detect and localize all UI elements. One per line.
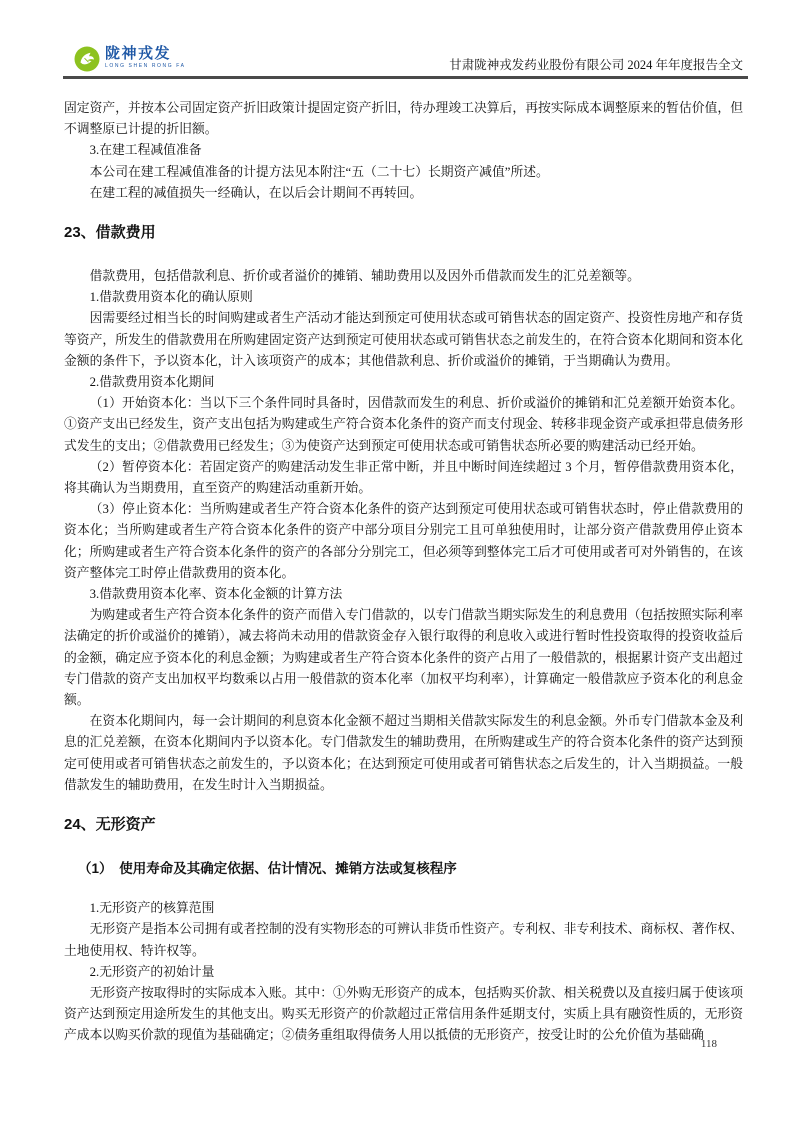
paragraph: 借款费用，包括借款利息、折价或者溢价的摊销、辅助费用以及因外币借款而发生的汇兑差额等。	[89, 269, 640, 284]
paragraph: 3.借款费用资本化率、资本化金额的计算方法	[89, 587, 343, 602]
section-heading: 23、借款费用	[64, 224, 156, 242]
paragraph: （3）停止资本化：当所购建或者生产符合资本化条件的资产达到预定可使用状态或可销售状态时，停止借款费用的资本化；当所购建或者生产符合资本化条件的资产中部分项目分别完工且可单独使用时，让部分资产借款费用停止资本化；所购建或者生产符合资本化条件的资产的各部分分别完工，但必须等到整体完工后才可使用或者可对外销售的，在该资产整体完工时停止借款费用的资本化。	[64, 502, 743, 580]
document-body	[64, 98, 743, 1047]
paragraph: 本公司在建工程减值准备的计提方法见本附注“五（二十七）长期资产减值”所述。	[89, 164, 549, 179]
header-divider	[63, 76, 748, 79]
section-heading: 24、无形资产	[64, 816, 156, 834]
brand-text-group	[105, 46, 186, 70]
paragraph: 无形资产是指本公司拥有或者控制的没有实物形态的可辨认非货币性资产。专利权、非专利技术、商标权、著作权、土地使用权、特许权等。	[64, 922, 743, 958]
brand-name: 陇神戎发	[105, 45, 172, 62]
brand-name-en: LONG SHEN RONG FA	[105, 63, 186, 69]
page-number: 118	[700, 1038, 717, 1050]
paragraph: 因需要经过相当长的时间购建或者生产活动才能达到预定可使用状态或可销售状态的固定资产、投资性房地产和存货等资产，所发生的借款费用在所购建固定资产达到预定可使用状态或可销售状态之前发生的，在符合资本化期间和资本化金额的条件下，予以资本化，计入该项资产的成本；其他借款利息、折价或溢价的摊销，于当期确认为费用。	[64, 311, 743, 368]
paragraph: 在建工程的减值损失一经确认，在以后会计期间不再转回。	[89, 185, 423, 200]
paragraph: 1.借款费用资本化的确认原则	[89, 290, 253, 305]
report-title: 甘肃陇神戎发药业股份有限公司 2024 年年度报告全文	[449, 58, 743, 72]
paragraph: 2.无形资产的初始计量	[89, 964, 215, 979]
paragraph: 无形资产按取得时的实际成本入账。其中：①外购无形资产的成本，包括购买价款、相关税费以及直接归属于使该项资产达到预定用途所发生的其他支出。购买无形资产的价款超过正常信用条件延期支付，实质上具有融资性质的，无形资产成本以购买价款的现值为基础确定；②债务重组取得债务人用以抵债的无形资产，按受让时的公允价值为基础确	[64, 985, 743, 1043]
paragraph: 固定资产，并按本公司固定资产折旧政策计提固定资产折旧，待办理竣工决算后，再按实际成本调整原来的暂估价值，但不调整原已计提的折旧额。	[64, 101, 743, 137]
paragraph: 1.无形资产的核算范围	[89, 901, 215, 916]
paragraph: （2）暂停资本化：若固定资产的购建活动发生非正常中断，并且中断时间连续超过 3 个月，暂停借款费用资本化，将其确认为当期费用，直至资产的购建活动重新开始。	[64, 459, 743, 496]
paragraph: 为购建或者生产符合资本化条件的资产而借入专门借款的，以专门借款当期实际发生的利息费用（包括按照实际利率法确定的折价或溢价的摊销），减去将尚未动用的借款资金存入银行取得的利息收入或进行暂时性投资取得的投资收益后的金额，确定应予资本化的利息金额；为购建或者生产符合资本化条件的资产占用了一般借款的，根据累计资产支出超过专门借款的资产支出加权平均数乘以占用一般借款的资本化率（加权平均利率），计算确定一般借款应予资本化的利息金额。	[64, 608, 743, 708]
paragraph: 3.在建工程减值准备	[89, 143, 202, 158]
longshen-leaf-logo-icon	[74, 46, 100, 72]
subsection-heading: （1） 使用寿命及其确定依据、估计情况、摊销方法或复核程序	[78, 861, 457, 877]
paragraph: （1）开始资本化：当以下三个条件同时具备时，因借款而发生的利息、折价或溢价的摊销和汇兑差额开始资本化。①资产支出已经发生，资产支出包括为购建或生产符合资本化条件的资产而支付现金、转移非现金资产或承担带息债务形式发生的支出；②借款费用已经发生；③为使资产达到预定可使用状态或可销售状态所必要的购建活动已经开始。	[64, 396, 743, 453]
company-logo	[74, 46, 186, 72]
paragraph: 在资本化期间内，每一会计期间的利息资本化金额不超过当期相关借款实际发生的利息金额。外币专门借款本金及利息的汇兑差额，在资本化期间内予以资本化。专门借款发生的辅助费用，在所购建或生产的符合资本化条件的资产达到预定可使用或者可销售状态之前发生的，予以资本化；在达到预定可使用或者可销售状态之后发生的，计入当期损益。一般借款发生的辅助费用，在发生时计入当期损益。	[64, 714, 743, 792]
paragraph: 2.借款费用资本化期间	[89, 375, 215, 390]
